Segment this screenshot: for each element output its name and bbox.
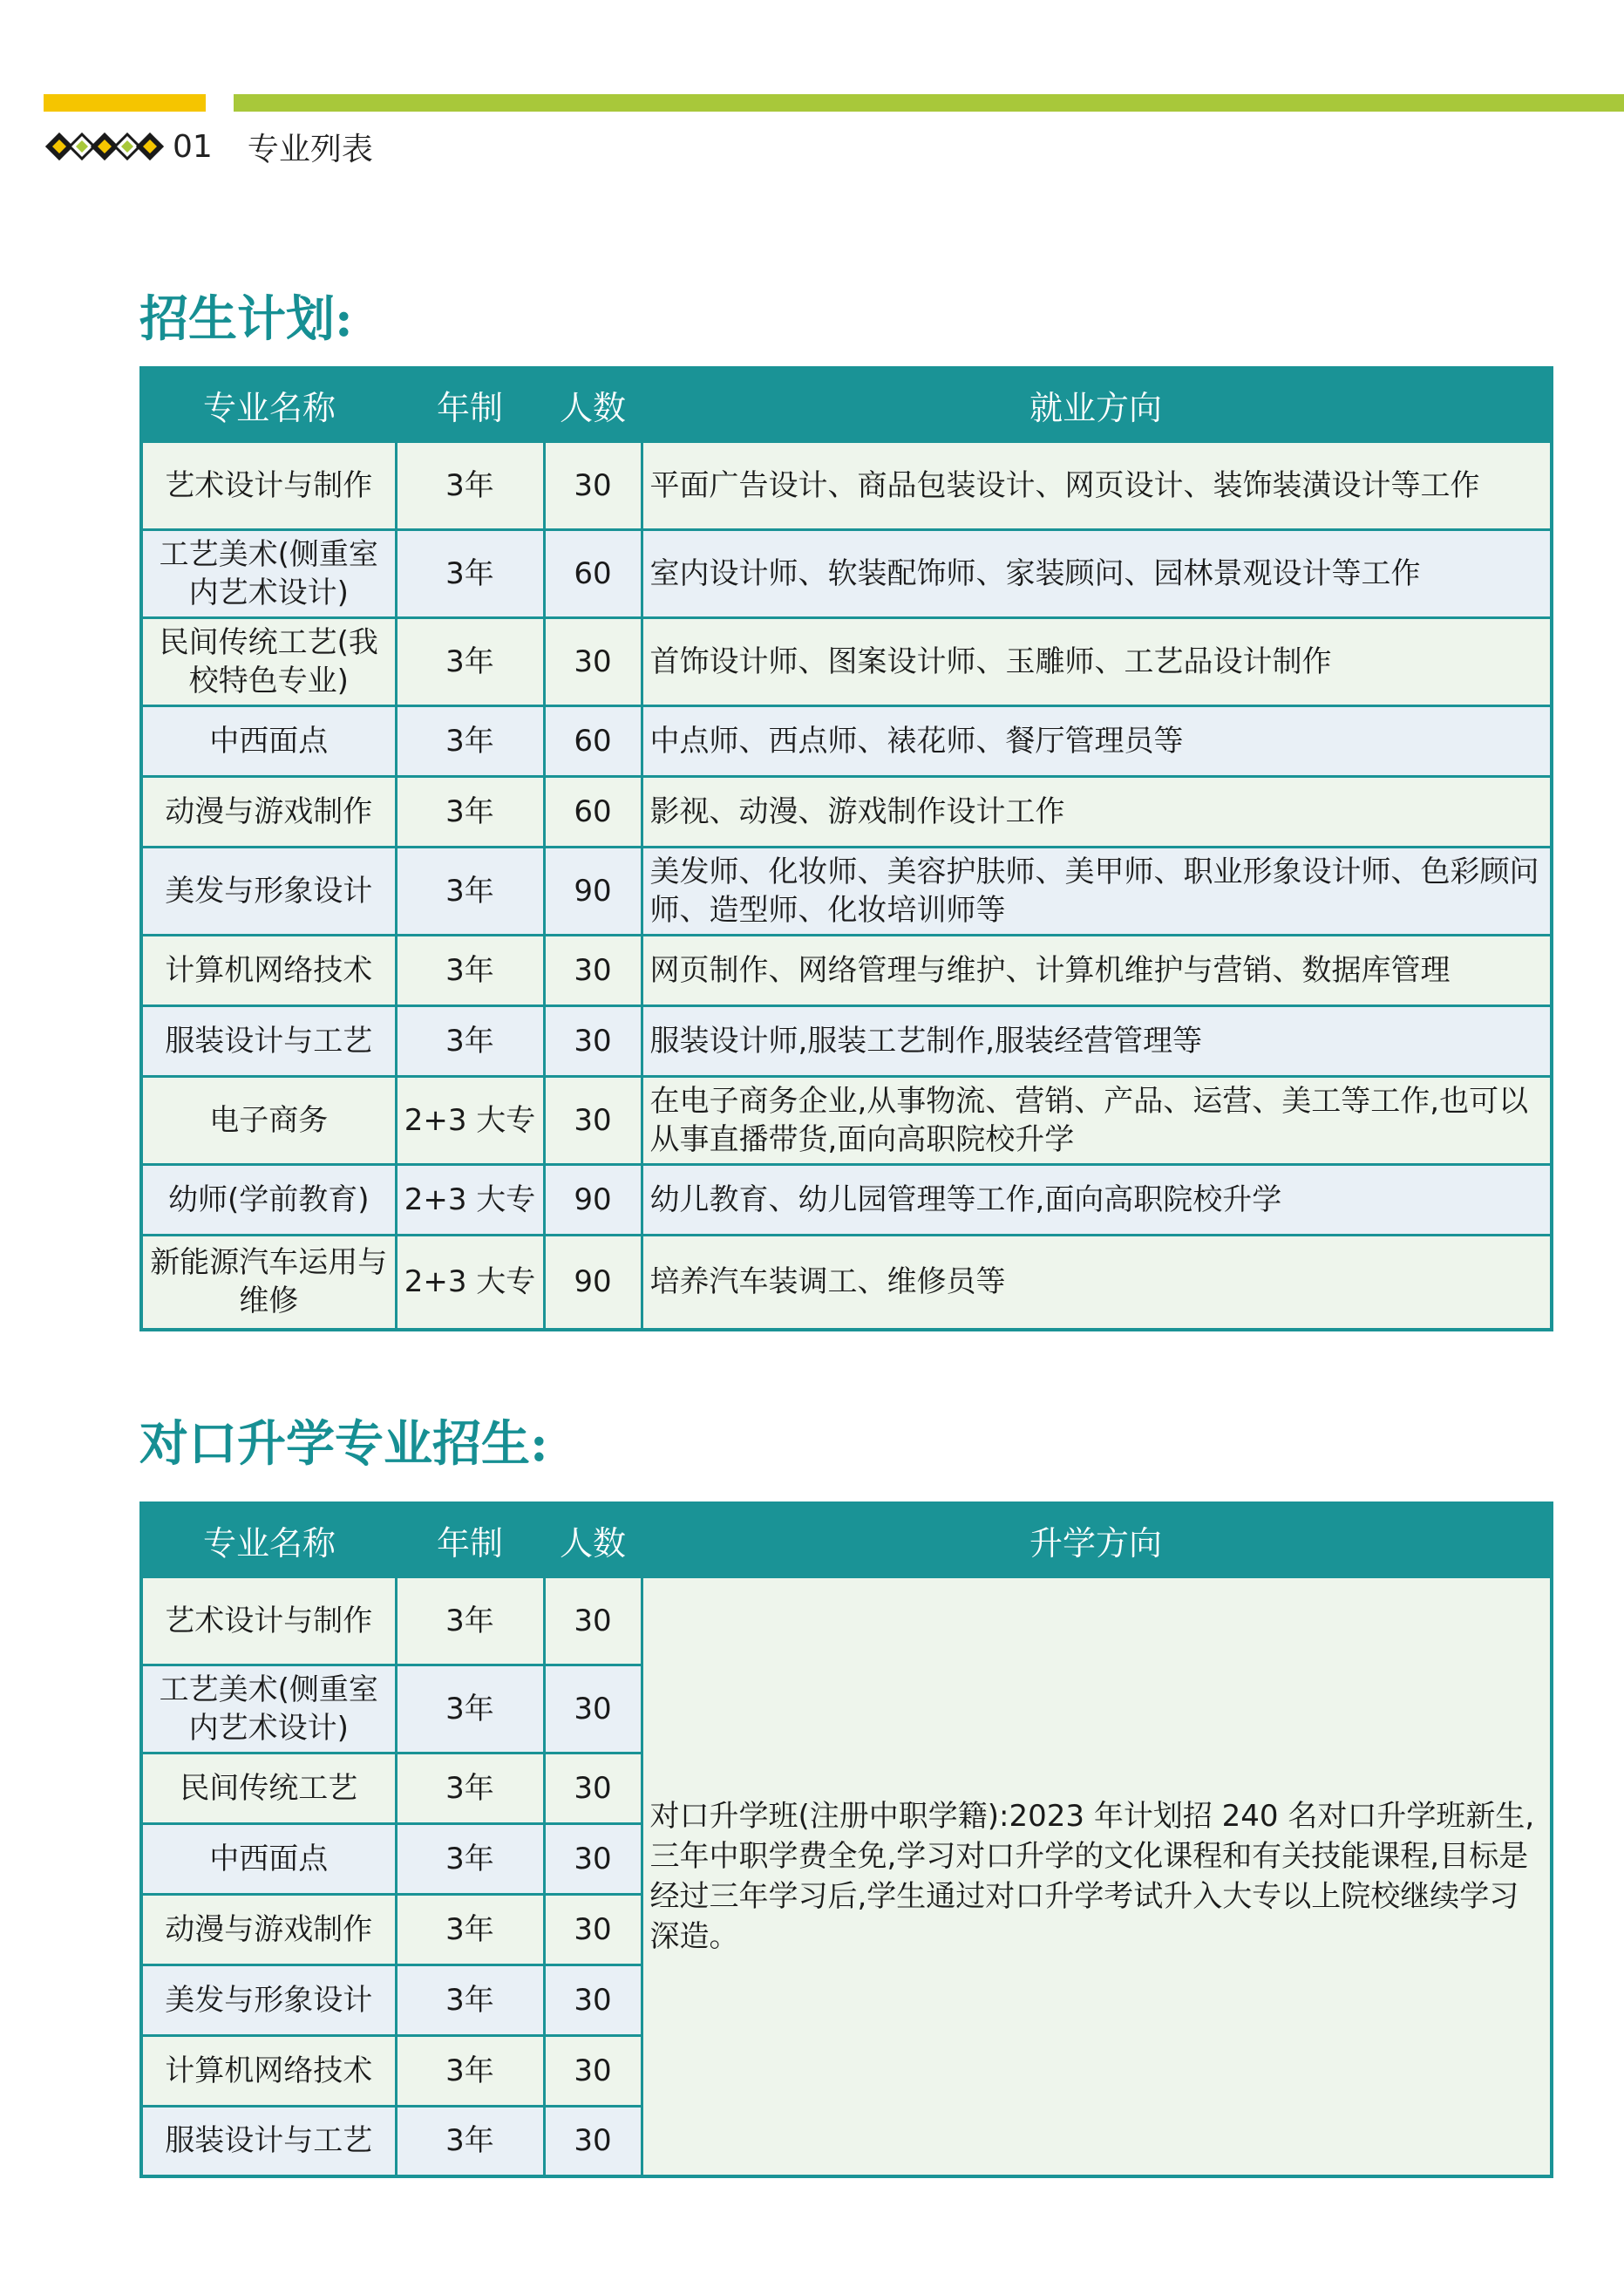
years: 3年 xyxy=(396,705,544,776)
table-row xyxy=(141,1235,1552,1330)
count: 30 xyxy=(544,1076,642,1164)
further-study-heading: 对口升学专业招生: xyxy=(139,1415,548,1473)
direction: 服装设计师,服装工艺制作,服装经营管理等 xyxy=(642,1005,1552,1076)
major-name: 计算机网络技术 xyxy=(141,2035,396,2106)
table-row xyxy=(141,441,1552,529)
count: 90 xyxy=(544,847,642,935)
years: 3年 xyxy=(396,1753,544,1823)
section-number: 01 xyxy=(173,128,213,165)
further-study-table xyxy=(139,1502,1553,2178)
major-name: 新能源汽车运用与维修 xyxy=(141,1235,396,1330)
major-name: 电子商务 xyxy=(141,1076,396,1164)
direction: 在电子商务企业,从事物流、营销、产品、运营、美工等工作,也可以从事直播带货,面向高职院校升学 xyxy=(642,1076,1552,1164)
major-name: 动漫与游戏制作 xyxy=(141,1894,396,1965)
table-row xyxy=(141,1076,1552,1164)
count: 60 xyxy=(544,529,642,617)
table-row xyxy=(141,935,1552,1005)
column-header-major: 专业名称 xyxy=(141,1503,396,1576)
page-header xyxy=(44,126,373,167)
section-label: 专业列表 xyxy=(247,131,373,167)
years: 3年 xyxy=(396,1005,544,1076)
enrollment-header-row xyxy=(141,368,1552,441)
table-row xyxy=(141,776,1552,847)
years: 2+3 大专 xyxy=(396,1235,544,1330)
column-header-major: 专业名称 xyxy=(141,368,396,441)
table-row xyxy=(141,1005,1552,1076)
table-row xyxy=(141,847,1552,935)
direction: 美发师、化妆师、美容护肤师、美甲师、职业形象设计师、色彩顾问师、造型师、化妆培训师等 xyxy=(642,847,1552,935)
count: 30 xyxy=(544,1753,642,1823)
header-accent-green xyxy=(234,94,1624,112)
major-name: 艺术设计与制作 xyxy=(141,441,396,529)
years: 3年 xyxy=(396,1576,544,1665)
table-row xyxy=(141,1576,1552,1665)
major-name: 服装设计与工艺 xyxy=(141,2106,396,2176)
column-header-count: 人数 xyxy=(544,1503,642,1576)
years: 3年 xyxy=(396,529,544,617)
major-name: 服装设计与工艺 xyxy=(141,1005,396,1076)
count: 60 xyxy=(544,776,642,847)
major-name: 民间传统工艺 xyxy=(141,1753,396,1823)
major-name: 中西面点 xyxy=(141,1823,396,1894)
major-name: 美发与形象设计 xyxy=(141,1965,396,2035)
major-name: 美发与形象设计 xyxy=(141,847,396,935)
count: 30 xyxy=(544,1005,642,1076)
count: 30 xyxy=(544,1665,642,1753)
major-name: 工艺美术(侧重室内艺术设计) xyxy=(141,1665,396,1753)
major-name: 中西面点 xyxy=(141,705,396,776)
count: 30 xyxy=(544,2106,642,2176)
decorative-logo-icon xyxy=(44,126,166,167)
direction: 中点师、西点师、裱花师、餐厅管理员等 xyxy=(642,705,1552,776)
years: 3年 xyxy=(396,935,544,1005)
column-header-years: 年制 xyxy=(396,1503,544,1576)
count: 90 xyxy=(544,1235,642,1330)
major-name: 计算机网络技术 xyxy=(141,935,396,1005)
count: 30 xyxy=(544,1576,642,1665)
direction: 培养汽车装调工、维修员等 xyxy=(642,1235,1552,1330)
count: 90 xyxy=(544,1164,642,1235)
table-row xyxy=(141,705,1552,776)
count: 30 xyxy=(544,617,642,705)
major-name: 动漫与游戏制作 xyxy=(141,776,396,847)
table-row xyxy=(141,617,1552,705)
years: 3年 xyxy=(396,441,544,529)
major-name: 艺术设计与制作 xyxy=(141,1576,396,1665)
years: 3年 xyxy=(396,1823,544,1894)
column-header-direction: 就业方向 xyxy=(642,368,1552,441)
column-header-years: 年制 xyxy=(396,368,544,441)
column-header-count: 人数 xyxy=(544,368,642,441)
direction: 室内设计师、软装配饰师、家装顾问、园林景观设计等工作 xyxy=(642,529,1552,617)
enrollment-table xyxy=(139,366,1553,1331)
direction: 平面广告设计、商品包装设计、网页设计、装饰装潢设计等工作 xyxy=(642,441,1552,529)
years: 3年 xyxy=(396,1965,544,2035)
years: 3年 xyxy=(396,776,544,847)
years: 3年 xyxy=(396,847,544,935)
direction: 幼儿教育、幼儿园管理等工作,面向高职院校升学 xyxy=(642,1164,1552,1235)
major-name: 民间传统工艺(我校特色专业) xyxy=(141,617,396,705)
count: 30 xyxy=(544,1894,642,1965)
years: 2+3 大专 xyxy=(396,1076,544,1164)
major-name: 工艺美术(侧重室内艺术设计) xyxy=(141,529,396,617)
years: 3年 xyxy=(396,2035,544,2106)
table-row xyxy=(141,1164,1552,1235)
header-accent-yellow xyxy=(44,94,206,112)
years: 3年 xyxy=(396,617,544,705)
years: 3年 xyxy=(396,2106,544,2176)
table-row xyxy=(141,529,1552,617)
years: 3年 xyxy=(396,1665,544,1753)
further-study-direction: 对口升学班(注册中职学籍):2023 年计划招 240 名对口升学班新生,三年中职学费全免,学习对口升学的文化课程和有关技能课程,目标是经过三年学习后,学生通过对口升学考试升入大专以上院校继续学习深造。 xyxy=(642,1576,1552,2176)
count: 30 xyxy=(544,1965,642,2035)
count: 30 xyxy=(544,1823,642,1894)
major-name: 幼师(学前教育) xyxy=(141,1164,396,1235)
direction: 首饰设计师、图案设计师、玉雕师、工艺品设计制作 xyxy=(642,617,1552,705)
count: 30 xyxy=(544,441,642,529)
column-header-direction: 升学方向 xyxy=(642,1503,1552,1576)
direction: 影视、动漫、游戏制作设计工作 xyxy=(642,776,1552,847)
count: 60 xyxy=(544,705,642,776)
direction: 网页制作、网络管理与维护、计算机维护与营销、数据库管理 xyxy=(642,935,1552,1005)
years: 3年 xyxy=(396,1894,544,1965)
count: 30 xyxy=(544,2035,642,2106)
enrollment-heading: 招生计划: xyxy=(139,290,353,348)
years: 2+3 大专 xyxy=(396,1164,544,1235)
further-study-header-row xyxy=(141,1503,1552,1576)
count: 30 xyxy=(544,935,642,1005)
